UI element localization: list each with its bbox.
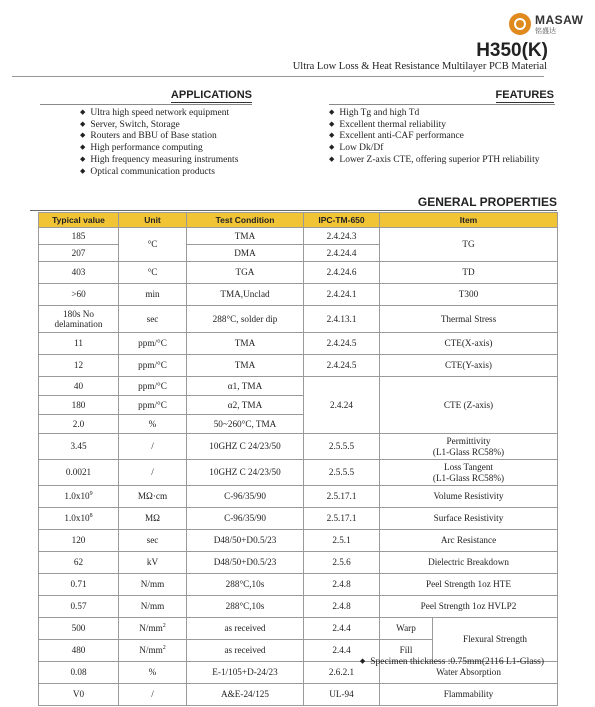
row-sublabel: Fill [380,640,433,662]
row-label: CTE(X-axis) [380,333,558,355]
applications-heading: APPLICATIONS [170,89,252,101]
feature-item: ◆ Excellent anti-CAF performance [329,131,539,143]
table-header-row [39,213,558,228]
table-row: 207 DMA 2.4.24.4 [39,245,558,262]
feature-item: ◆ High Tg and high Td [329,108,539,120]
table-row: 180 ppm/°C α2, TMA [39,396,558,415]
table-row: 12 ppm/°C TMA 2.4.24.5 CTE(Y-axis) [39,355,558,377]
col-header-item: Item [380,213,558,228]
table-row: 120 sec D48/50+D0.5/23 2.5.1 Arc Resistance [39,530,558,552]
row-label: Thermal Stress [380,306,558,333]
row-label: Water Absorption [380,662,558,684]
col-header-value: Typical value [39,213,119,228]
application-item: ◆ High frequency measuring instruments [80,155,238,167]
col-header-method: IPC-TM-650 [304,213,380,228]
feature-item: ◆ Lower Z-axis CTE, offering superior PTH reliability [329,155,539,167]
table-row: 0.0021 / 10GHZ C 24/23/50 2.5.5.5 Loss Tangent (L1-Glass RC58%) [39,460,558,486]
table-row: >60 min TMA,Unclad 2.4.24.1 T300 [39,284,558,306]
table-row: 480 $N/mm^2$ as received 2.4.4 Fill [39,640,558,662]
table-row: 0.57 N/mm 288°C,10s 2.4.8 Peel Strength 1oz HVLP2 [39,596,558,618]
table-row: 180s No delamination sec 288°C, solder dip 2.4.13.1 Thermal Stress [39,306,558,333]
application-item: ◆ Server, Switch, Storage [80,120,238,132]
row-label: Dielectric Breakdown [380,552,558,574]
product-title: H350(K) [476,40,548,61]
title-divider [12,76,544,77]
row-label: Surface Resistivity [380,508,558,530]
properties-table [38,212,558,706]
product-subtitle: Ultra Low Loss & Heat Resistance Multilayer PCB Material [292,61,547,72]
features-list [329,108,539,167]
table-row: $1.0x10^8$ MΩ C-96/35/90 2.5.17.1 Surface Resistivity [39,508,558,530]
row-label: Flexural Strength [433,618,558,662]
table-row: 62 kV D48/50+D0.5/23 2.5.6 Dielectric Breakdown [39,552,558,574]
row-label: T300 [380,284,558,306]
brand-logo [509,9,589,39]
properties-divider [30,210,557,211]
brand-name: MASAW [535,12,584,27]
application-item: ◆ Routers and BBU of Base station [80,131,238,143]
row-label: TD [380,262,558,284]
brand-name-cn: 铭盛达 [535,27,556,35]
col-header-condition: Test Condition [187,213,304,228]
table-row: 0.08 % E-1/105+D-24/23 2.6.2.1 Water Absorption [39,662,558,684]
row-label: Arc Resistance [380,530,558,552]
table-row: 40 ppm/°C α1, TMA 2.4.24 CTE (Z-axis) [39,377,558,396]
row-label: Peel Strength 1oz HVLP2 [380,596,558,618]
row-label: Permittivity (L1-Glass RC58%) [380,434,558,460]
row-label: CTE (Z-axis) [380,377,558,434]
features-divider [329,104,555,105]
specimen-footnote: ◆ Specimen thickness :0.75mm(2116 L1-Glass) [359,657,544,667]
application-item: ◆ Ultra high speed network equipment [80,108,238,120]
properties-heading: GENERAL PROPERTIES [417,195,557,209]
row-label: Peel Strength 1oz HTE [380,574,558,596]
applications-divider [40,104,252,105]
application-item: ◆ High performance computing [80,143,238,155]
table-row: 0.71 N/mm 288°C,10s 2.4.8 Peel Strength 1oz HTE [39,574,558,596]
row-label: Loss Tangent (L1-Glass RC58%) [380,460,558,486]
table-row: 2.0 % 50~260°C, TMA [39,415,558,434]
applications-list [80,108,238,178]
table-row: 403 °C TGA 2.4.24.6 TD [39,262,558,284]
row-label: CTE(Y-axis) [380,355,558,377]
row-label: Volume Resistivity [380,486,558,508]
table-row: 500 $N/mm^2$ as received 2.4.4 Warp Flexural Strength [39,618,558,640]
table-row: V0 / A&E-24/125 UL-94 Flammability [39,684,558,706]
row-label: Flammability [380,684,558,706]
row-label: TG [380,228,558,262]
logo-mark-icon [509,13,531,35]
features-heading: FEATURES [495,89,554,101]
col-header-unit: Unit [119,213,187,228]
table-row: 11 ppm/°C TMA 2.4.24.5 CTE(X-axis) [39,333,558,355]
feature-item: ◆ Excellent thermal reliability [329,120,539,132]
application-item: ◆ Optical communication products [80,167,238,179]
table-row: $1.0x10^9$ MΩ·cm C-96/35/90 2.5.17.1 Volume Resistivity [39,486,558,508]
feature-item: ◆ Low Dk/Df [329,143,539,155]
table-row: 185 °C TMA 2.4.24.3 TG [39,228,558,245]
diamond-bullet-icon: ◆ [359,657,366,665]
row-sublabel: Warp [380,618,433,640]
table-row: 3.45 / 10GHZ C 24/23/50 2.5.5.5 Permittivity (L1-Glass RC58%) [39,434,558,460]
